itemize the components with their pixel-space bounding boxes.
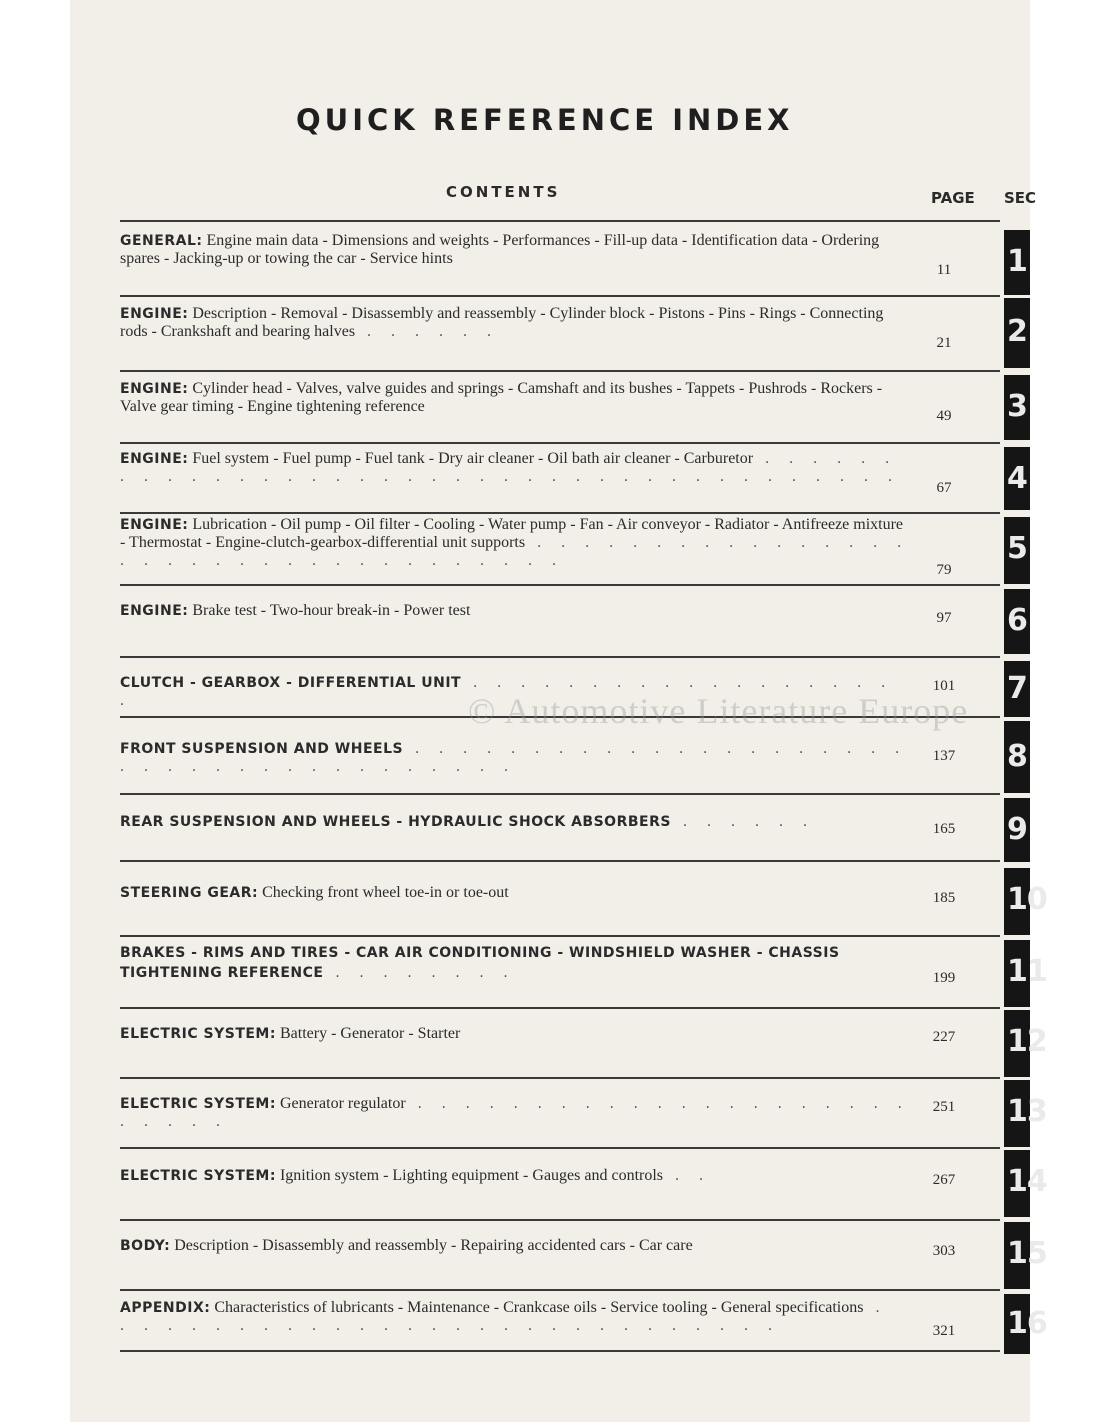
entry-heading: REAR SUSPENSION AND WHEELS - HYDRAULIC SHOCK ABSORBERS — [120, 814, 671, 830]
entry-page-number: 137 — [932, 748, 956, 764]
entry-text — [120, 602, 910, 620]
entry-heading: STEERING GEAR: — [120, 885, 259, 901]
entry-text — [120, 1025, 910, 1043]
entry-heading: FRONT SUSPENSION AND WHEELS — [120, 741, 404, 757]
section-number: 9 — [1007, 812, 1027, 847]
entry-page-number: 267 — [932, 1172, 956, 1188]
entry-description: Fuel system - Fuel pump - Fuel tank - Dry air cleaner - Oil bath air cleaner - Carburetor — [188, 450, 754, 467]
entry-description: Description - Disassembly and reassembly - Repairing accidented cars - Car care — [170, 1237, 693, 1254]
section-number: 1 — [1007, 244, 1027, 279]
entry-heading: GENERAL: — [120, 233, 203, 249]
index-entry — [120, 512, 1030, 584]
entry-heading: ENGINE: — [120, 603, 189, 619]
section-number: 8 — [1007, 739, 1027, 774]
entry-page-number: 97 — [936, 610, 952, 626]
divider — [120, 220, 1000, 222]
divider — [120, 1077, 1000, 1079]
section-tab[interactable] — [1004, 447, 1030, 510]
section-number: 3 — [1007, 389, 1027, 424]
entry-description: Ignition system - Lighting equipment - Gauges and controls — [275, 1167, 664, 1184]
divider — [120, 442, 1000, 444]
section-number: 13 — [1007, 1094, 1047, 1129]
entry-heading: ENGINE: — [120, 517, 189, 533]
index-entry — [120, 860, 1047, 935]
entry-heading: CLUTCH - GEARBOX - DIFFERENTIAL UNIT — [120, 675, 462, 691]
entry-description: Description - Removal - Disassembly and reassembly - Cylinder block - Pistons - Pins - Rings - Connecting rods - Crankshaft and bearing halves — [120, 305, 884, 340]
bottom-divider — [120, 1350, 1000, 1352]
section-number: 15 — [1007, 1236, 1047, 1271]
entry-text — [120, 884, 910, 902]
entry-page-number: 303 — [932, 1243, 956, 1259]
section-tab[interactable] — [1004, 298, 1030, 368]
entry-heading: ELECTRIC SYSTEM: — [120, 1026, 276, 1042]
entry-page-number: 21 — [936, 335, 952, 351]
entry-page-number: 321 — [932, 1323, 956, 1339]
section-tab[interactable] — [1004, 517, 1030, 584]
entry-page-number: 101 — [932, 678, 956, 694]
divider — [120, 656, 1000, 658]
divider — [120, 512, 1000, 514]
entry-page-number: 165 — [932, 821, 956, 837]
entry-page-number: 199 — [932, 970, 956, 986]
section-tab[interactable] — [1004, 1294, 1047, 1354]
entry-page-number: 49 — [936, 408, 952, 424]
entry-heading: BRAKES - RIMS AND TIRES - CAR AIR CONDITIONING - WINDSHIELD WASHER - CHASSIS TIGHTENING REFERENCE — [120, 945, 840, 981]
entry-page-number: 185 — [932, 890, 956, 906]
entry-text: ENGINE: Fuel system - Fuel pump - Fuel tank - Dry air cleaner - Oil bath air cleaner - Carburetor . . . . . . . . . . . . . . . . . . . . . . . . . . . . . . . . . . . . . . . — [120, 450, 900, 485]
section-number: 16 — [1007, 1306, 1047, 1341]
entry-heading: APPENDIX: — [120, 1300, 211, 1316]
entry-heading: ENGINE: — [120, 306, 189, 322]
index-entry — [120, 370, 1030, 442]
entry-text: ENGINE: Description - Removal - Disassembly and reassembly - Cylinder block - Pistons - Pins - Rings - Connecting rods - Crankshaft and bearing halves . . . . . . — [120, 305, 884, 340]
section-number: 6 — [1007, 603, 1027, 638]
divider — [120, 1007, 1000, 1009]
entry-description: Checking front wheel toe-in or toe-out — [258, 884, 509, 901]
divider — [120, 1219, 1000, 1221]
entry-heading: ELECTRIC SYSTEM: — [120, 1168, 276, 1184]
section-tab[interactable] — [1004, 661, 1030, 717]
entry-heading: ENGINE: — [120, 451, 189, 467]
entry-text: REAR SUSPENSION AND WHEELS - HYDRAULIC SHOCK ABSORBERS . . . . . . — [120, 813, 815, 830]
section-tab[interactable] — [1004, 868, 1047, 935]
section-tab[interactable] — [1004, 375, 1030, 440]
section-number: 12 — [1007, 1024, 1047, 1059]
entry-text: ELECTRIC SYSTEM: Ignition system - Lighting equipment - Gauges and controls . . — [120, 1167, 712, 1184]
section-number: 7 — [1007, 671, 1027, 706]
entry-page-number: 79 — [936, 562, 952, 578]
section-number: 11 — [1007, 954, 1047, 989]
entry-description: Battery - Generator - Starter — [275, 1025, 461, 1042]
divider — [120, 1147, 1000, 1149]
divider — [120, 584, 1000, 586]
entry-text: CLUTCH - GEARBOX - DIFFERENTIAL UNIT . . . . . . . . . . . . . . . . . . . — [120, 674, 894, 709]
index-entry — [120, 584, 1030, 656]
entry-heading: ENGINE: — [120, 381, 189, 397]
index-entry — [120, 295, 1030, 370]
entry-text: ENGINE: Lubrication - Oil pump - Oil filter - Cooling - Water pump - Fan - Air conveyor - Radiator - Antifreeze mixture - Thermostat - Engine-clutch-gearbox-differential unit supports . . . . . . . . . . . . . . . . . . . . . . . . . . . . . . . . . . . — [120, 516, 910, 569]
entry-description: Lubrication - Oil pump - Oil filter - Cooling - Water pump - Fan - Air conveyor - Radiator - Antifreeze mixture - Thermostat - Engine-clutch-gearbox-differential unit supports — [120, 516, 904, 551]
entry-page-number: 67 — [936, 480, 952, 496]
divider — [120, 1289, 1000, 1291]
section-number: 5 — [1007, 531, 1027, 566]
entry-text — [120, 232, 910, 268]
index-entry — [120, 1289, 1047, 1350]
entry-description: Characteristics of lubricants - Maintenance - Crankcase oils - Service tooling - General specifications — [210, 1299, 864, 1316]
entry-heading: ELECTRIC SYSTEM: — [120, 1096, 276, 1112]
entry-text — [120, 1237, 910, 1255]
contents-column-header: CONTENTS — [446, 183, 561, 201]
divider — [120, 370, 1000, 372]
index-entry — [120, 1077, 1047, 1147]
entry-description: Cylinder head - Valves, valve guides and springs - Camshaft and its bushes - Tappets - Pushrods - Rockers - Valve gear timing - Engine tightening reference — [120, 380, 883, 415]
section-tab[interactable] — [1004, 230, 1030, 295]
section-tab[interactable] — [1004, 940, 1047, 1007]
section-tab[interactable] — [1004, 798, 1030, 862]
entry-text — [120, 380, 910, 416]
section-tab[interactable] — [1004, 1222, 1047, 1289]
index-entry — [120, 935, 1047, 1007]
index-entry — [120, 1007, 1047, 1077]
divider — [120, 793, 1000, 795]
section-number: 4 — [1007, 461, 1027, 496]
section-number: 14 — [1007, 1164, 1047, 1199]
entry-text: BRAKES - RIMS AND TIRES - CAR AIR CONDITIONING - WINDSHIELD WASHER - CHASSIS TIGHTENING REFERENCE . . . . . . . . — [120, 945, 840, 981]
entry-text: ELECTRIC SYSTEM: Generator regulator . . . . . . . . . . . . . . . . . . . . . . . . . . — [120, 1095, 910, 1130]
divider — [120, 935, 1000, 937]
index-entry — [120, 793, 1030, 860]
page-column-header: PAGE — [931, 189, 975, 207]
entry-description: Engine main data - Dimensions and weights - Performances - Fill-up data - Identification data - Ordering spares - Jacking-up or towing the car - Service hints — [120, 232, 880, 267]
entry-description: Brake test - Two-hour break-in - Power test — [188, 602, 471, 619]
section-number: 2 — [1007, 314, 1027, 349]
index-entry — [120, 1219, 1047, 1289]
watermark: © Automotive Literature Europe — [468, 691, 969, 731]
entry-description: Generator regulator — [275, 1095, 406, 1112]
section-tab[interactable] — [1004, 721, 1030, 793]
section-tab[interactable] — [1004, 1010, 1047, 1077]
index-entry — [120, 1147, 1047, 1219]
entry-text: FRONT SUSPENSION AND WHEELS . . . . . . . . . . . . . . . . . . . . . . . . . . . . . . . . . . . . . . — [120, 740, 908, 775]
section-tab[interactable] — [1004, 589, 1030, 654]
entry-page-number: 11 — [936, 262, 952, 278]
entry-page-number: 251 — [932, 1099, 956, 1115]
page-title: QUICK REFERENCE INDEX — [296, 103, 794, 137]
section-number: 10 — [1007, 882, 1047, 917]
section-column-header: SEC — [1004, 189, 1037, 207]
entry-heading: BODY: — [120, 1238, 171, 1254]
entry-text: APPENDIX: Characteristics of lubricants - Maintenance - Crankcase oils - Service tooling - General specifications . . . . . . . . . . . . . . . . . . . . . . . . . . . . . — [120, 1299, 888, 1334]
section-tab[interactable] — [1004, 1080, 1047, 1147]
index-entry — [120, 442, 1030, 512]
entry-page-number: 227 — [932, 1029, 956, 1045]
divider — [120, 295, 1000, 297]
section-tab[interactable] — [1004, 1150, 1047, 1217]
divider — [120, 860, 1000, 862]
index-entry — [120, 220, 1030, 295]
